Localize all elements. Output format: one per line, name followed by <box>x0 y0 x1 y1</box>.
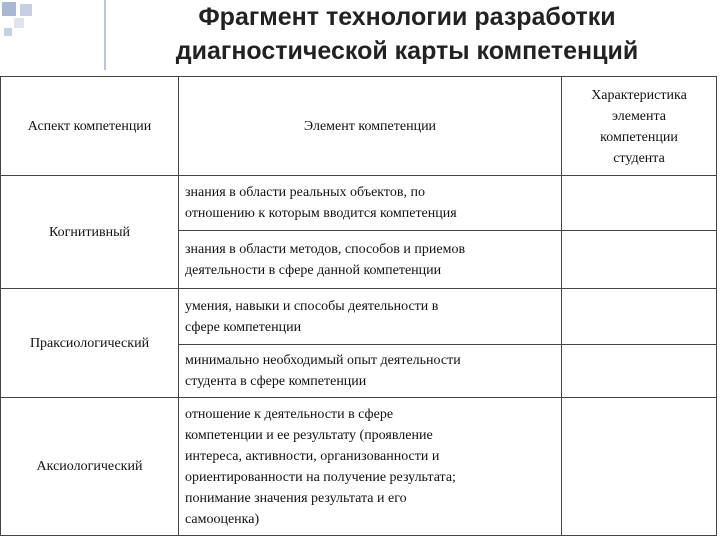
aspect-axiological: Аксиологический <box>1 398 179 536</box>
competence-table <box>0 76 717 536</box>
page-title <box>100 0 714 68</box>
aspect-cognitive: Когнитивный <box>1 176 179 289</box>
element-cell <box>179 176 562 231</box>
element-line: отношению к которым вводится компетенция <box>185 206 457 221</box>
table-header-row <box>1 77 717 176</box>
decorative-square <box>14 18 24 28</box>
element-line: отношение к деятельности в сфере <box>185 406 394 422</box>
header-characteristic-line: Характеристика <box>591 88 687 103</box>
element-line: интереса, активности, организованности и <box>185 448 440 464</box>
element-line: ориентированности на получение результата; <box>185 469 456 485</box>
decorative-square <box>2 2 16 16</box>
title-line-2: диагностической карты компетенций <box>175 37 639 65</box>
element-line: компетенции и ее результату (проявление <box>185 427 433 443</box>
element-line: студента в сфере компетенции <box>185 374 367 389</box>
characteristic-cell <box>562 231 717 289</box>
decorative-square <box>20 4 32 16</box>
characteristic-cell <box>562 345 717 398</box>
header-characteristic-line: студента <box>613 151 665 166</box>
characteristic-cell <box>562 176 717 231</box>
header-characteristic <box>562 77 717 176</box>
element-cell <box>179 231 562 289</box>
element-cell <box>179 345 562 398</box>
table-row <box>1 398 717 536</box>
header-aspect: Аспект компетенции <box>1 77 179 176</box>
decorative-square <box>4 28 12 36</box>
element-line: сфере компетенции <box>185 319 302 335</box>
element-line: понимание значения результата и его <box>185 490 407 506</box>
header-element: Элемент компетенции <box>179 77 562 176</box>
element-line: минимально необходимый опыт деятельности <box>185 353 461 368</box>
element-cell <box>179 289 562 345</box>
characteristic-cell <box>562 398 717 536</box>
table-row <box>1 289 717 345</box>
element-cell <box>179 398 562 536</box>
aspect-praxiological: Праксиологический <box>1 289 179 398</box>
characteristic-cell <box>562 289 717 345</box>
element-line: самооценка) <box>185 511 260 527</box>
table-row <box>1 176 717 231</box>
header-characteristic-line: элемента <box>611 109 667 124</box>
element-line: умения, навыки и способы деятельности в <box>185 298 439 314</box>
element-line: деятельности в сфере данной компетенции <box>185 262 442 278</box>
header-characteristic-line: компетенции <box>600 130 678 145</box>
title-line-1: Фрагмент технологии разработки <box>198 3 616 31</box>
element-line: знания в области методов, способов и приемов <box>185 241 466 257</box>
element-line: знания в области реальных объектов, по <box>185 185 425 200</box>
